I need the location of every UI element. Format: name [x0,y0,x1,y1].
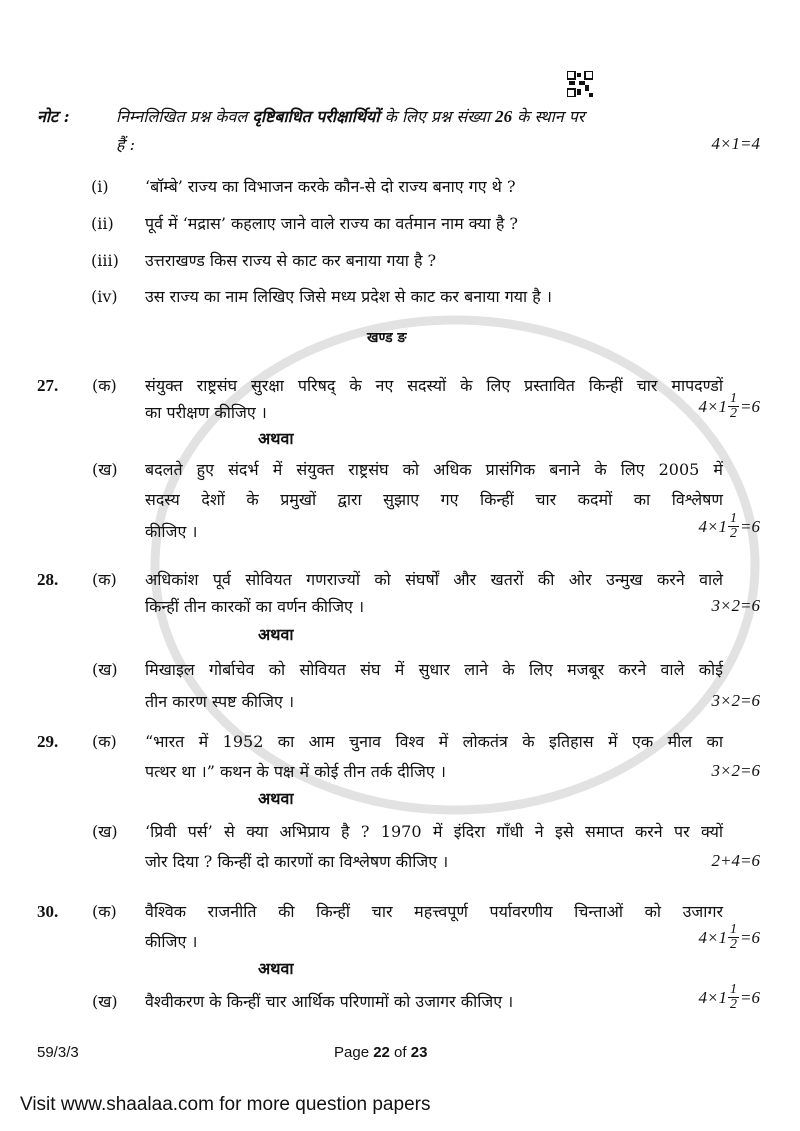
fraction-numerator: 1 [730,511,738,526]
question-text: किन्हीं तीन कारकों का वर्णन कीजिए । [145,597,365,616]
marks [699,923,760,952]
marks-whole: 4×1 [698,927,728,947]
marks-fraction [728,512,739,541]
option-label: (क) [92,732,117,751]
note-text-c: के स्थान पर [512,107,585,126]
item-text: उत्तराखण्ड किस राज्य से काट कर बनाया गया है ? [145,251,437,270]
question-text: संयुक्त राष्ट्रसंघ सुरक्षा परिषद् के नए सदस्यों के लिए प्रस्तावित किन्हीं चार मापदण्डों [145,376,723,395]
question-text: ‘प्रिवी पर्स’ से क्या अभिप्राय है ? 1970 में इंदिरा गाँधी ने इसे समाप्त करने पर क्यों [145,822,723,841]
fraction-numerator: 1 [730,391,738,406]
total-pages: 23 [410,1044,428,1061]
note-text-line2: हैं : [116,135,135,154]
question-text: पत्थर था ।” कथन के पक्ष में कोई तीन तर्क दीजिए । [145,762,446,781]
page-mid: of [389,1044,411,1061]
question-text: वैश्विक राजनीति की किन्हीं चार महत्त्वपूर्ण पर्यावरणीय चिन्ताओं को उजागर [145,902,723,921]
question-text: वैश्वीकरण के किन्हीं चार आर्थिक परिणामों को उजागर कीजिए । [145,992,514,1011]
note-text-b: के लिए प्रश्न संख्या [379,107,496,126]
marks-total: =6 [740,516,760,536]
fraction-denominator: 2 [730,406,738,421]
question-text: कीजिए । [145,932,198,951]
note-question-number: 26 [495,107,513,126]
item-text: उस राज्य का नाम लिखिए जिसे मध्य प्रदेश से काट कर बनाया गया है । [145,287,552,306]
marks: 3×2=6 [711,761,760,780]
fraction-denominator: 2 [730,937,738,952]
visit-link[interactable]: Visit www.shaalaa.com for more question papers [20,1094,431,1115]
or-divider: अथवा [258,789,294,808]
question-text: सदस्य देशों के प्रमुखों द्वारा सुझाए गए किन्हीं चार कदमों का विश्लेषण [145,490,723,509]
question-text: जोर दिया ? किन्हीं दो कारणों का विश्लेषण कीजिए । [145,852,449,871]
question-text: “भारत में 1952 का आम चुनाव विश्व में लोकतंत्र के इतिहास में एक मील का [145,732,723,751]
note-text [116,106,584,128]
marks: 2+4=6 [711,851,760,870]
note-bold: दृष्टिबाधित परीक्षार्थियों [252,107,380,126]
item-number: (ii) [91,214,114,233]
item-text: पूर्व में ‘मद्रास’ कहलाए जाने वाले राज्य का वर्तमान नाम क्या है ? [145,214,518,233]
or-divider: अथवा [258,959,294,978]
marks [699,392,760,421]
marks-fraction [728,983,739,1012]
fraction-numerator: 1 [730,982,738,997]
marks-whole: 4×1 [698,516,728,536]
option-label: (ख) [92,660,118,679]
item-number: (iii) [91,251,119,270]
question-text: कीजिए । [145,522,198,541]
marks [699,512,760,541]
section-heading: खण्ड ङ [367,330,407,346]
marks-whole: 4×1 [698,396,728,416]
marks-total: =6 [740,396,760,416]
option-label: (क) [92,570,117,589]
or-divider: अथवा [258,625,294,644]
question-text: का परीक्षण कीजिए । [145,403,267,422]
fraction-denominator: 2 [730,997,738,1012]
question-text: तीन कारण स्पष्ट कीजिए । [145,692,295,711]
item-number: (i) [91,177,109,196]
marks-total: =6 [740,927,760,947]
option-label: (क) [92,902,117,921]
option-label: (ख) [92,460,118,479]
fraction-denominator: 2 [730,526,738,541]
or-divider: अथवा [258,429,294,448]
note-label: नोट : [37,107,70,126]
marks-fraction [728,392,739,421]
question-number: 29. [37,732,59,751]
page-prefix: Page [334,1044,374,1061]
option-label: (ख) [92,822,118,841]
marks: 3×2=6 [711,691,760,710]
marks-total: =6 [740,987,760,1007]
page-number [334,1042,427,1064]
note-text-a: निम्नलिखित प्रश्न केवल [116,107,253,126]
note-marks: 4×1=4 [711,134,760,153]
item-number: (iv) [91,287,118,306]
question-number: 30. [37,902,59,921]
item-text: ‘बॉम्बे’ राज्य का विभाजन करके कौन-से दो राज्य बनाए गए थे ? [145,177,516,196]
question-number: 27. [37,376,59,395]
question-text: अधिकांश पूर्व सोवियत गणराज्यों को संघर्षों और खतरों की ओर उन्मुख करने वाले [145,570,723,589]
current-page: 22 [373,1044,390,1061]
fraction-numerator: 1 [730,922,738,937]
marks-fraction [728,923,739,952]
option-label: (ख) [92,992,118,1011]
question-text: मिखाइल गोर्बाचेव को सोवियत संघ में सुधार लाने के लिए मजबूर करने वाले कोई [145,660,723,679]
marks: 3×2=6 [711,596,760,615]
marks [699,983,760,1012]
question-text: बदलते हुए संदर्भ में संयुक्त राष्ट्रसंघ को अधिक प्रासंगिक बनाने के लिए 2005 में [145,460,723,479]
qr-code-icon [567,71,593,97]
paper-code: 59/3/3 [37,1044,79,1061]
marks-whole: 4×1 [698,987,728,1007]
option-label: (क) [92,376,117,395]
question-number: 28. [37,570,59,589]
